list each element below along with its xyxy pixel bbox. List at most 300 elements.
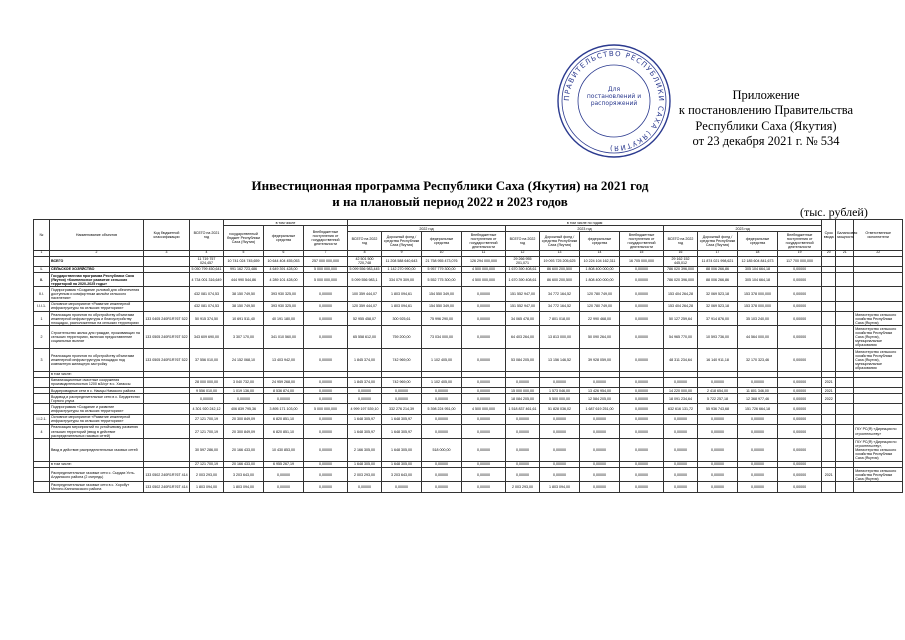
col-total-b: ВСЕГО на 2022 год <box>506 232 540 251</box>
row-value-cell: 27 121 700,19 <box>190 424 224 438</box>
row-value-cell: 52 955 458,07 <box>348 312 382 326</box>
table-row <box>34 468 903 482</box>
row-value-cell: 0,00000 <box>506 377 540 387</box>
row-value-cell: 64 403 264,00 <box>506 326 540 349</box>
row-value-cell: 12 584 205,00 <box>580 394 620 404</box>
row-value-cell: 0,00000 <box>620 273 664 287</box>
row-value-cell: 332 276 214,39 <box>382 404 422 414</box>
row-kbk-cell <box>144 424 190 438</box>
row-value-cell: 20 300 849,09 <box>224 414 264 424</box>
row-value-cell: 0,00000 <box>620 468 664 482</box>
row-deadline-cell <box>822 287 836 301</box>
row-number-cell: 2 <box>34 326 50 349</box>
row-value-cell: 86 600 200,500 <box>540 266 580 272</box>
row-value-cell: 153 404 264,28 <box>664 287 698 301</box>
row-value-cell: 0,00000 <box>540 461 580 467</box>
appendix-line-1: Приложение <box>732 88 800 102</box>
row-value-cell: 6 820 851,10 <box>264 424 304 438</box>
row-value-cell: 0,00000 <box>738 482 778 492</box>
row-value-cell: 0,00000 <box>620 349 664 372</box>
row-value-cell: 0,00000 <box>778 326 822 349</box>
row-value-cell: 1 803 094,00 <box>224 482 264 492</box>
col-extra-2021: Внебюджетные поступления от государственной деятельности <box>304 226 348 251</box>
row-value-cell: 991 162 723,486 <box>224 266 264 272</box>
row-value-cell: 0,00000 <box>304 388 348 394</box>
col-extra-a: Внебюджетные поступления от государственной деятельности <box>462 232 506 251</box>
row-value-cell: 32 069 523,18 <box>698 301 738 311</box>
row-responsible-cell: Министерство сельского хозяйства Республики Саха (Якутия), муниципальные образования <box>854 349 903 372</box>
row-value-cell: 0,00000 <box>580 439 620 462</box>
row-value-cell: 0,00000 <box>304 287 348 301</box>
row-value-cell: 4 734 001 316,649 <box>190 273 224 287</box>
row-name-cell: Строительство жилья для граждан, проживающих на сельских территориях, включая предоставление социальных выплат <box>50 326 144 349</box>
row-deadline-cell <box>822 326 836 349</box>
table-row <box>34 256 903 266</box>
row-number-cell <box>34 404 50 414</box>
row-deadline-cell <box>822 256 836 266</box>
table-row <box>34 287 903 301</box>
row-capacity-cell <box>836 404 854 414</box>
row-value-cell: 742 969,00 <box>382 377 422 387</box>
row-value-cell: 28 000 000,00 <box>190 377 224 387</box>
col-gb-2021: государственный бюджет Республики Саха (Якутия) <box>224 226 264 251</box>
row-value-cell: 0,00000 <box>778 424 822 438</box>
row-value-cell: 305 104 664,18 <box>738 273 778 287</box>
units-label: (тыс. рублей) <box>800 205 868 219</box>
row-value-cell: 1 648 305,97 <box>348 424 382 438</box>
row-value-cell: 0,00000 <box>348 482 382 492</box>
row-value-cell: 0,00000 <box>738 439 778 462</box>
row-value-cell: 1 102 405,00 <box>422 377 462 387</box>
row-responsible-cell: Министерство сельского хозяйства Республики Саха (Якутия) <box>854 312 903 326</box>
row-value-cell: 0,00000 <box>462 349 506 372</box>
row-value-cell: 0,00000 <box>738 461 778 467</box>
row-value-cell: 153 378 000,000 <box>738 287 778 301</box>
row-deadline-cell <box>822 301 836 311</box>
row-number-cell: I.I.2.1. <box>34 414 50 424</box>
row-responsible-cell <box>854 404 903 414</box>
seal-ring-text: ПРАВИТЕЛЬСТВО РЕСПУБЛИКИ САХА (ЯКУТИЯ) <box>562 49 666 153</box>
row-value-cell: 0,00000 <box>304 377 348 387</box>
row-value-cell: 54 965 770,00 <box>664 326 698 349</box>
row-deadline-cell: 2022 <box>822 394 836 404</box>
col-gb-a: Дорожный фонд / средства Республики Саха (Якутия) <box>382 232 422 251</box>
column-number: 16 <box>664 250 698 256</box>
column-number: 6 <box>264 250 304 256</box>
row-value-cell: 0,00000 <box>698 439 738 462</box>
row-value-cell: 0,00000 <box>462 468 506 482</box>
row-value-cell: 786 020 396,000 <box>664 266 698 272</box>
row-value-cell: 29 266 955 201,071 <box>506 256 540 266</box>
row-value-cell: 20 166 433,00 <box>224 439 264 462</box>
row-value-cell: 518 000,00 <box>422 439 462 462</box>
row-value-cell: 0,00000 <box>462 287 506 301</box>
row-value-cell: 27 121 700,19 <box>190 414 224 424</box>
row-value-cell: 18 084 205,00 <box>506 394 540 404</box>
column-number: 1 <box>34 250 50 256</box>
column-number: 9 <box>382 250 422 256</box>
row-value-cell: 154 550 349,00 <box>422 287 462 301</box>
row-deadline-cell <box>822 273 836 287</box>
row-value-cell: 0,00000 <box>382 388 422 394</box>
column-number: 3 <box>144 250 190 256</box>
row-deadline-cell <box>822 424 836 438</box>
row-responsible-cell <box>854 301 903 311</box>
row-name-cell: Распределительные газовые сети с. Сырдах Усть-Алданского района (2 очередь) <box>50 468 144 482</box>
row-value-cell: 0,00000 <box>540 377 580 387</box>
row-value-cell: 1 573 046,00 <box>540 388 580 394</box>
row-value-cell: 0,00000 <box>620 377 664 387</box>
row-value-cell: 5 398 224 951,00 <box>422 404 462 414</box>
column-number: 11 <box>462 250 506 256</box>
row-value-cell: 0,00000 <box>422 461 462 467</box>
row-value-cell: 4 500 000,000 <box>462 273 506 287</box>
row-kbk-cell <box>144 404 190 414</box>
row-value-cell: 0,00000 <box>304 349 348 372</box>
row-value-cell: 1 518 837 461,61 <box>506 404 540 414</box>
column-number: 4 <box>190 250 224 256</box>
row-value-cell: 0,00000 <box>620 439 664 462</box>
row-kbk-cell <box>144 394 190 404</box>
row-value-cell: 0,00000 <box>620 388 664 394</box>
row-value-cell: 0,00000 <box>778 349 822 372</box>
row-responsible-cell <box>854 287 903 301</box>
column-number: 7 <box>304 250 348 256</box>
row-value-cell: 4 289 101 428,00 <box>264 273 304 287</box>
row-value-cell: 0,00000 <box>422 394 462 404</box>
row-capacity-cell <box>836 349 854 372</box>
row-value-cell: 334 079 309,00 <box>382 273 422 287</box>
row-capacity-cell <box>836 287 854 301</box>
row-value-cell: 0,00000 <box>580 377 620 387</box>
row-value-cell: 100 359 444,07 <box>348 287 382 301</box>
row-value-cell: 37 556 010,00 <box>190 349 224 372</box>
row-responsible-cell <box>854 394 903 404</box>
row-value-cell: 154 550 349,00 <box>422 301 462 311</box>
row-value-cell: 0,00000 <box>540 439 580 462</box>
row-value-cell: 393 930 325,00 <box>264 287 304 301</box>
row-value-cell: 0,00000 <box>540 414 580 424</box>
row-value-cell: 30 597 286,00 <box>190 439 224 462</box>
row-kbk-cell: 133 0405 240R1R76Т 522 <box>144 312 190 326</box>
row-name-cell: в том числе: <box>50 371 144 377</box>
col-fed-b: федеральные средства <box>580 232 620 251</box>
row-value-cell: 32 069 523,18 <box>698 287 738 301</box>
row-value-cell: 0,00000 <box>778 312 822 326</box>
row-value-cell: 0,00000 <box>304 312 348 326</box>
row-value-cell: 0,00000 <box>778 482 822 492</box>
row-name-cell: Ввод в действие распределительных газовых сетей <box>50 439 144 462</box>
row-number-cell: 1 <box>34 312 50 326</box>
row-value-cell: 0,00000 <box>462 461 506 467</box>
column-number: 5 <box>224 250 264 256</box>
row-value-cell: 1 845 374,00 <box>348 349 382 372</box>
row-name-cell: Подпрограмма «Создание условий для обеспечения доступным и комфортным жильём сельского населения» <box>50 287 144 301</box>
row-value-cell: 0,00000 <box>462 388 506 394</box>
investment-table <box>33 219 903 493</box>
table-row <box>34 394 903 404</box>
row-value-cell: 0,00000 <box>620 326 664 349</box>
row-value-cell: 53 084 205,00 <box>506 349 540 372</box>
row-name-cell: в том числе: <box>50 461 144 467</box>
col-n: № <box>34 220 50 251</box>
row-value-cell: 5 099 556 983,1 <box>348 273 382 287</box>
row-deadline-cell: 2021 <box>822 468 836 482</box>
row-value-cell: 9 556 010,00 <box>190 388 224 394</box>
row-name-cell: ВСЕГО <box>50 256 144 266</box>
row-value-cell: 153 404 264,28 <box>664 301 698 311</box>
col-incl-2021: в том числе <box>224 220 348 226</box>
row-value-cell: 21 758 955 473,076 <box>422 256 462 266</box>
row-responsible-cell: ГКУ РС(Я) «Дирекция по строительству», Министерство сельского хозяйства Республики Саха (Якутия) <box>854 439 903 462</box>
row-value-cell: 15 000 000,00 <box>506 388 540 394</box>
row-value-cell: 40 191 180,00 <box>264 312 304 326</box>
row-value-cell: 4 301 920 242,12 <box>190 404 224 414</box>
row-value-cell: 0,00000 <box>190 394 224 404</box>
row-value-cell: 0,00000 <box>778 439 822 462</box>
row-value-cell: 0,00000 <box>620 404 664 414</box>
row-value-cell: 13 813 000,00 <box>540 326 580 349</box>
row-value-cell: 1 648 305,97 <box>382 424 422 438</box>
row-value-cell: 51 828 036,02 <box>540 404 580 414</box>
row-kbk-cell: 133 0505 240R1R76Т 522 <box>144 326 190 349</box>
row-value-cell: 0,00000 <box>664 482 698 492</box>
row-value-cell: 0,00000 <box>620 266 664 272</box>
row-value-cell: 0,00000 <box>304 468 348 482</box>
row-responsible-cell <box>854 414 903 424</box>
row-value-cell: 3 040 732,00 <box>224 377 264 387</box>
column-number: 10 <box>422 250 462 256</box>
row-value-cell: 0,00000 <box>462 414 506 424</box>
row-value-cell: 2 166 305,00 <box>348 439 382 462</box>
row-value-cell: 0,00000 <box>620 301 664 311</box>
row-deadline-cell <box>822 482 836 492</box>
row-value-cell: 4 649 391 428,00 <box>264 266 304 272</box>
table-row <box>34 482 903 492</box>
document-title <box>130 178 770 211</box>
row-value-cell: 0,00000 <box>620 287 664 301</box>
col-year-2023a: 2023 год <box>506 226 664 232</box>
row-value-cell: 55 936 743,68 <box>698 404 738 414</box>
row-value-cell: 20 166 433,00 <box>224 461 264 467</box>
column-number: 22 <box>854 250 903 256</box>
row-value-cell: 32 170 323,46 <box>738 349 778 372</box>
table-row <box>34 301 903 311</box>
row-name-cell: Реализация мероприятий по устойчивому развитию сельских территорий (ввод в действие распределительных газовых сетей) <box>50 424 144 438</box>
row-value-cell: 0,00000 <box>778 287 822 301</box>
row-value-cell: 0,00000 <box>778 301 822 311</box>
column-number: 18 <box>738 250 778 256</box>
col-extra-b: Внебюджетные поступления от государственной деятельности <box>620 232 664 251</box>
row-value-cell: 0,00000 <box>462 482 506 492</box>
row-value-cell: 10 691 511,40 <box>224 312 264 326</box>
row-value-cell: 0,00000 <box>620 482 664 492</box>
col-total-2021: ВСЕГО на 2021 год <box>190 220 224 251</box>
row-value-cell: 10 644 404 455,053 <box>264 256 304 266</box>
row-value-cell: 34 772 164,52 <box>540 301 580 311</box>
row-value-cell: 0,00000 <box>506 414 540 424</box>
col-total-c: ВСЕГО на 2022 год <box>664 232 698 251</box>
row-name-cell: Распределительные газовые сети в с. Хоробут Мегино-Кангаласского района <box>50 482 144 492</box>
row-value-cell: 126 294 000,000 <box>462 256 506 266</box>
row-value-cell: 0,00000 <box>462 439 506 462</box>
row-value-cell: 1 687 619 251,00 <box>580 404 620 414</box>
row-capacity-cell <box>836 468 854 482</box>
table-row <box>34 404 903 414</box>
row-value-cell: 75 996 290,00 <box>422 312 462 326</box>
col-kbk: Код бюджетной классификации <box>144 220 190 251</box>
row-capacity-cell <box>836 424 854 438</box>
row-capacity-cell <box>836 301 854 311</box>
row-value-cell: 16 705 000,000 <box>620 256 664 266</box>
col-fed-c: федеральные средства <box>738 232 778 251</box>
row-name-cell: Реализация проектов по обустройству объектами инженерной инфраструктуры площадок под компактную жилищную застройку <box>50 349 144 372</box>
row-value-cell: 8 536 874,00 <box>264 388 304 394</box>
row-value-cell: 50 090 264,00 <box>580 326 620 349</box>
row-value-cell: 0,00000 <box>304 301 348 311</box>
row-value-cell: 0,00000 <box>422 482 462 492</box>
row-value-cell: 11 801 346,00 <box>738 388 778 394</box>
row-value-cell: 48 311 234,64 <box>664 349 698 372</box>
appendix-block <box>636 88 896 149</box>
row-value-cell: 5 552 775 300,00 <box>422 273 462 287</box>
row-kbk-cell <box>144 273 190 287</box>
row-value-cell: 300 925,61 <box>382 312 422 326</box>
row-value-cell: 0,00000 <box>462 301 506 311</box>
row-kbk-cell: 133 0505 240R1R76Т 522 <box>144 349 190 372</box>
row-value-cell: 1 803 094,00 <box>190 482 224 492</box>
row-capacity-cell <box>836 326 854 349</box>
row-value-cell: 0,00000 <box>580 414 620 424</box>
column-number: 20 <box>822 250 836 256</box>
row-value-cell: 742 969,00 <box>382 349 422 372</box>
row-number-cell: 3 <box>34 349 50 372</box>
table-body <box>34 256 903 492</box>
row-value-cell: 4 999 197 539,10 <box>348 404 382 414</box>
row-value-cell: 11 208 588 640,643 <box>382 256 422 266</box>
row-name-cell: Государственная программа Республики Саха (Якутия) «Комплексное развитие сельских территорий на 2020-2025 годы» <box>50 273 144 287</box>
col-total-a: ВСЕГО на 2022 год <box>348 232 382 251</box>
row-kbk-cell <box>144 439 190 462</box>
row-value-cell: 0,00000 <box>540 468 580 482</box>
row-value-cell: 0,00000 <box>620 394 664 404</box>
row-value-cell: 786 020 396,000 <box>664 273 698 287</box>
row-value-cell: 0,00000 <box>304 326 348 349</box>
row-value-cell: 0,00000 <box>778 394 822 404</box>
row-value-cell: 759 200,00 <box>382 326 422 349</box>
row-value-cell: 16 140 911,18 <box>698 349 738 372</box>
row-value-cell: 0,00000 <box>778 461 822 467</box>
row-kbk-cell <box>144 301 190 311</box>
row-value-cell: 0,00000 <box>620 424 664 438</box>
row-value-cell: 10 430 853,00 <box>264 439 304 462</box>
row-value-cell: 2 003 293,00 <box>190 468 224 482</box>
table-row <box>34 439 903 462</box>
row-value-cell: 11 719 757 024,457 <box>190 256 224 266</box>
row-capacity-cell <box>836 377 854 387</box>
row-value-cell: 0,00000 <box>462 312 506 326</box>
col-deadline: Срок ввода <box>822 220 836 251</box>
col-fed-a: федеральные средства <box>422 232 462 251</box>
row-value-cell: 2 003 293,00 <box>506 482 540 492</box>
row-value-cell: 0,00000 <box>462 394 506 404</box>
col-year-2022: 2022 год <box>348 226 506 232</box>
row-value-cell: 0,00000 <box>738 377 778 387</box>
row-value-cell: 10 741 024 745,659 <box>224 256 264 266</box>
row-value-cell: 1 670 390 408,61 <box>506 266 540 272</box>
row-value-cell: 1 648 305,00 <box>382 439 422 462</box>
row-value-cell: 22 990 468,00 <box>580 312 620 326</box>
row-responsible-cell: ГКУ РС(Я) «Дирекция по строительству» <box>854 424 903 438</box>
row-value-cell: 34 772 164,52 <box>540 287 580 301</box>
row-kbk-cell <box>144 287 190 301</box>
row-value-cell: 1 648 305,97 <box>382 414 422 424</box>
row-value-cell: 10 593 736,00 <box>698 326 738 349</box>
row-value-cell: 0,00000 <box>698 414 738 424</box>
row-value-cell: 44 564 000,00 <box>738 326 778 349</box>
row-value-cell: 0,00000 <box>462 326 506 349</box>
row-value-cell: 0,00000 <box>348 388 382 394</box>
row-value-cell: 432 081 074,53 <box>190 287 224 301</box>
row-value-cell: 305 104 664,18 <box>738 266 778 272</box>
row-value-cell: 0,00000 <box>664 439 698 462</box>
row-value-cell: 5 050 799 450,641 <box>190 266 224 272</box>
row-value-cell: 12 185 604 841,673 <box>738 256 778 266</box>
row-value-cell: 632 616 131,72 <box>664 404 698 414</box>
row-value-cell: 0,00000 <box>698 424 738 438</box>
row-name-cell: Водопроводные сети в с. Намцы Намского района <box>50 388 144 394</box>
row-value-cell: 7 801 018,00 <box>540 312 580 326</box>
row-value-cell: 393 930 325,00 <box>264 301 304 311</box>
row-value-cell: 1 845 374,00 <box>348 377 382 387</box>
row-value-cell: 86 600 200,500 <box>540 273 580 287</box>
row-value-cell: 6 955 267,19 <box>264 461 304 467</box>
row-number-cell <box>34 256 50 266</box>
row-value-cell: 0,00000 <box>580 461 620 467</box>
table-row <box>34 326 903 349</box>
row-responsible-cell <box>854 377 903 387</box>
row-value-cell: 0,00000 <box>580 482 620 492</box>
row-value-cell: 0,00000 <box>462 377 506 387</box>
row-value-cell: 0,00000 <box>348 394 382 404</box>
row-value-cell: 0,00000 <box>778 414 822 424</box>
row-value-cell: 151 552 947,00 <box>506 287 540 301</box>
row-value-cell: 0,00000 <box>620 461 664 467</box>
row-responsible-cell <box>854 482 903 492</box>
row-value-cell: 444 990 544,86 <box>224 273 264 287</box>
row-value-cell: 120 359 444,07 <box>348 301 382 311</box>
row-deadline-cell <box>822 312 836 326</box>
row-value-cell: 5 000 000,000 <box>304 273 348 287</box>
row-value-cell: 1 648 305,00 <box>382 461 422 467</box>
column-number: 14 <box>580 250 620 256</box>
col-year-2023b: 2023 год <box>664 226 822 232</box>
table-row <box>34 414 903 424</box>
row-value-cell: 151 726 664,18 <box>738 404 778 414</box>
row-value-cell: 0,00000 <box>304 439 348 462</box>
table-row <box>34 312 903 326</box>
row-value-cell: 38 150 749,50 <box>224 287 264 301</box>
row-value-cell: 5 957 779 300,00 <box>422 266 462 272</box>
row-responsible-cell <box>854 273 903 287</box>
row-number-cell <box>34 394 50 404</box>
row-value-cell: 0,00000 <box>264 482 304 492</box>
row-value-cell: 406 839 795,36 <box>224 404 264 414</box>
row-value-cell: 13 156 146,52 <box>540 349 580 372</box>
row-deadline-cell <box>822 349 836 372</box>
row-value-cell: 0,00000 <box>264 394 304 404</box>
row-value-cell: 0,00000 <box>304 424 348 438</box>
